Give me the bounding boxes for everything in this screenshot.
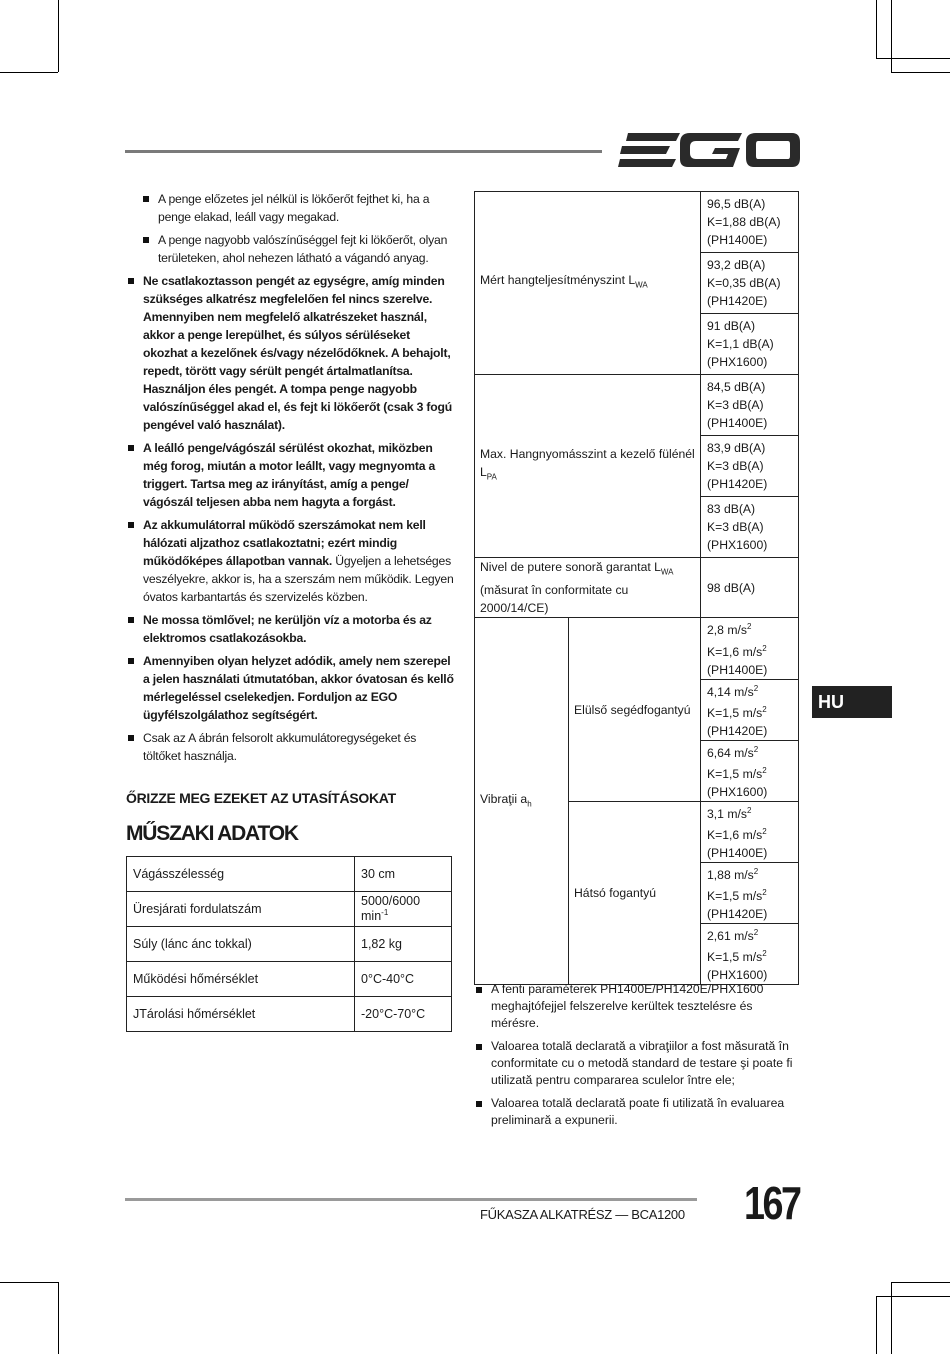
crop-mark: [891, 72, 950, 73]
crop-mark: [876, 58, 950, 59]
spec-label: Üresjárati fordulatszám: [127, 892, 355, 927]
list-item: [126, 272, 454, 434]
safety-instructions: [126, 190, 454, 770]
list-item: [141, 190, 454, 226]
table-row: [127, 962, 452, 997]
list-item-text: A penge előzetes jel nélkül is lökőerőt fejthet ki, ha a penge elakad, leáll vagy megakad.: [158, 192, 430, 224]
list-item-text: Csak az A ábrán felsorolt akkumulátoregységeket és töltőket használja.: [143, 731, 417, 763]
crop-mark: [876, 0, 877, 58]
language-tab: HU: [812, 686, 892, 718]
lwa-value: 96,5 dB(A) K=1,88 dB(A) (PH1400E): [701, 192, 799, 253]
guaranteed-sound-label: Nivel de putere sonoră garantat $L_{WA}$ (măsurat în conformitate cu 2000/14/CE): [475, 558, 701, 618]
technical-data-table: [126, 856, 452, 1032]
crop-mark: [58, 0, 59, 72]
lpa-value: 83 dB(A) K=3 dB(A) (PHX1600): [701, 497, 799, 558]
list-item: [126, 439, 454, 511]
list-item: [126, 611, 454, 647]
sound-vibration-table: [474, 191, 799, 985]
vibration-value: 1,88 $m/s^2$ K=1,5 $m/s^2$ (PH1420E): [701, 862, 799, 923]
lwa-value: 93,2 dB(A) K=0,35 dB(A) (PH1420E): [701, 253, 799, 314]
rear-handle-label: Hátsó fogantyú: [569, 801, 701, 984]
vibration-value: 3,1 $m/s^2$ K=1,6 $m/s^2$ (PH1400E): [701, 801, 799, 862]
page-number: 167: [744, 1177, 800, 1229]
list-item: A fenti paraméterek PH1400E/PH1420E/PHX1600 meghajtófejjel felszerelve kerültek tesztelésre és mérésre.: [474, 981, 802, 1032]
bullet-icon: [143, 237, 149, 243]
footer-title: FŰKASZA ALKATRÉSZ — BCA1200: [480, 1207, 685, 1222]
bullet-icon: [143, 196, 149, 202]
guaranteed-sound-value: 98 dB(A): [701, 558, 799, 618]
lwa-value: 91 dB(A) K=1,1 dB(A) (PHX1600): [701, 314, 799, 375]
list-item-text: A leálló penge/vágószál sérülést okozhat, miközben még forog, miután a motor leállt, vagy megnyomta a triggert. Tartsa meg az irányítást, amíg a penge/ vágószál teljesen abba nem hagyta a forgást.: [143, 441, 436, 509]
crop-mark: [0, 1282, 58, 1283]
bullet-icon: [476, 1044, 482, 1050]
crop-mark: [891, 1282, 950, 1283]
crop-mark: [891, 0, 892, 72]
list-item: Valoarea totală declarată poate fi utilizată în evaluarea preliminară a expunerii.: [474, 1095, 802, 1129]
crop-mark: [876, 1296, 950, 1297]
vibration-label: Vibraţii $a_h$: [475, 618, 569, 985]
vibration-value: 2,61 $m/s^2$ K=1,5 $m/s^2$ (PHX1600): [701, 924, 799, 985]
list-item-text: Ne mossa tömlővel; ne kerüljön víz a motorba és az elektromos csatlakozásokba.: [143, 613, 432, 645]
list-item: [126, 652, 454, 724]
list-item-text: Ügyeljen a lehetséges veszélyekre, akkor is, ha a szerszám nem működik. Legyen óvatos karbantartás és szervizelés közben.: [143, 554, 454, 604]
list-item: [126, 729, 454, 765]
bullet-icon: [476, 1101, 482, 1107]
list-item: [126, 516, 454, 606]
header-rule: [125, 150, 602, 153]
spec-value: -20°C-70°C: [355, 997, 452, 1032]
list-item: Valoarea totală declarată a vibraţiilor a fost măsurată în conformitate cu o metodă standard de testare şi poate fi utilizată pentru compararea sculelor între ele;: [474, 1038, 802, 1089]
list-item-text: Az akkumulátorral működő szerszámokat nem kell hálózati aljzathoz csatlakoztatni; ezért mindig működőképes állapotban vannak.: [143, 518, 426, 568]
spec-value: 1,82 kg: [355, 927, 452, 962]
spec-value: 30 cm: [355, 857, 452, 892]
table-notes: [474, 981, 802, 1135]
spec-value: 0°C-40°C: [355, 962, 452, 997]
list-item-text: Ne csatlakoztasson pengét az egységre, amíg minden szükséges alkatrész megfelelően fel nincs szerelve. Amennyiben nem megfelelő alkatrészeket használ, akkor a penge lerepülhet, és súlyos sérüléseket okozhat a kezelőnek és/vagy nézelődőknek. A behajolt, repedt, törött vagy sérült pengét ártalmatlanítsa. Használjon éles pengét. A tompa penge nagyobb valószínűséggel akad el, és fejt ki lökőerőt (csak 3 fogú pengével való használat).: [143, 274, 452, 432]
technical-data-heading: MŰSZAKI ADATOK: [126, 822, 298, 845]
lpa-label: Max. Hangnyomásszint a kezelő fülénél $L_{PA}$: [475, 375, 701, 558]
table-row: [127, 892, 452, 927]
vibration-value: 6,64 $m/s^2$ K=1,5 $m/s^2$ (PHX1600): [701, 740, 799, 801]
footer-rule: [125, 1198, 697, 1201]
save-instructions-heading: ŐRIZZE MEG EZEKET AZ UTASÍTÁSOKAT: [126, 790, 396, 806]
lpa-value: 83,9 dB(A) K=3 dB(A) (PH1420E): [701, 436, 799, 497]
bullet-icon: [476, 987, 482, 993]
spec-label: Súly (lánc ánc tokkal): [127, 927, 355, 962]
list-item: [141, 231, 454, 267]
ego-logo: [618, 130, 800, 170]
front-handle-label: Elülső segédfogantyú: [569, 618, 701, 801]
bullet-icon: [128, 617, 134, 623]
crop-mark: [58, 1282, 59, 1354]
table-row: [127, 997, 452, 1032]
crop-mark: [876, 1296, 877, 1354]
vibration-value: 2,8 $m/s^2$ K=1,6 $m/s^2$ (PH1400E): [701, 618, 799, 679]
bullet-icon: [128, 735, 134, 741]
list-item-text: A penge nagyobb valószínűséggel fejt ki lökőerőt, olyan területeken, ahol nehezen látható a vágandó anyag.: [158, 233, 448, 265]
table-row: [127, 927, 452, 962]
bullet-icon: [128, 658, 134, 664]
spec-label: Vágásszélesség: [127, 857, 355, 892]
crop-mark: [0, 72, 58, 73]
bullet-icon: [128, 278, 134, 284]
list-item-text: Amennyiben olyan helyzet adódik, amely nem szerepel a jelen használati útmutatóban, akkor óvatosan és kellő mérlegeléssel cselekedjen. Forduljon az EGO ügyfélszolgálathoz segítségért.: [143, 654, 454, 722]
lwa-label: Mért hangteljesítményszint $L_{WA}$: [475, 192, 701, 375]
spec-label: Működési hőmérséklet: [127, 962, 355, 997]
lpa-value: 84,5 dB(A) K=3 dB(A) (PH1400E): [701, 375, 799, 436]
spec-label: JTárolási hőmérséklet: [127, 997, 355, 1032]
bullet-icon: [128, 445, 134, 451]
spec-value: 5000/6000 $\min^{-1}$: [355, 892, 452, 927]
vibration-value: 4,14 $m/s^2$ K=1,5 $m/s^2$ (PH1420E): [701, 679, 799, 740]
bullet-icon: [128, 522, 134, 528]
table-row: [127, 857, 452, 892]
crop-mark: [891, 1282, 892, 1354]
